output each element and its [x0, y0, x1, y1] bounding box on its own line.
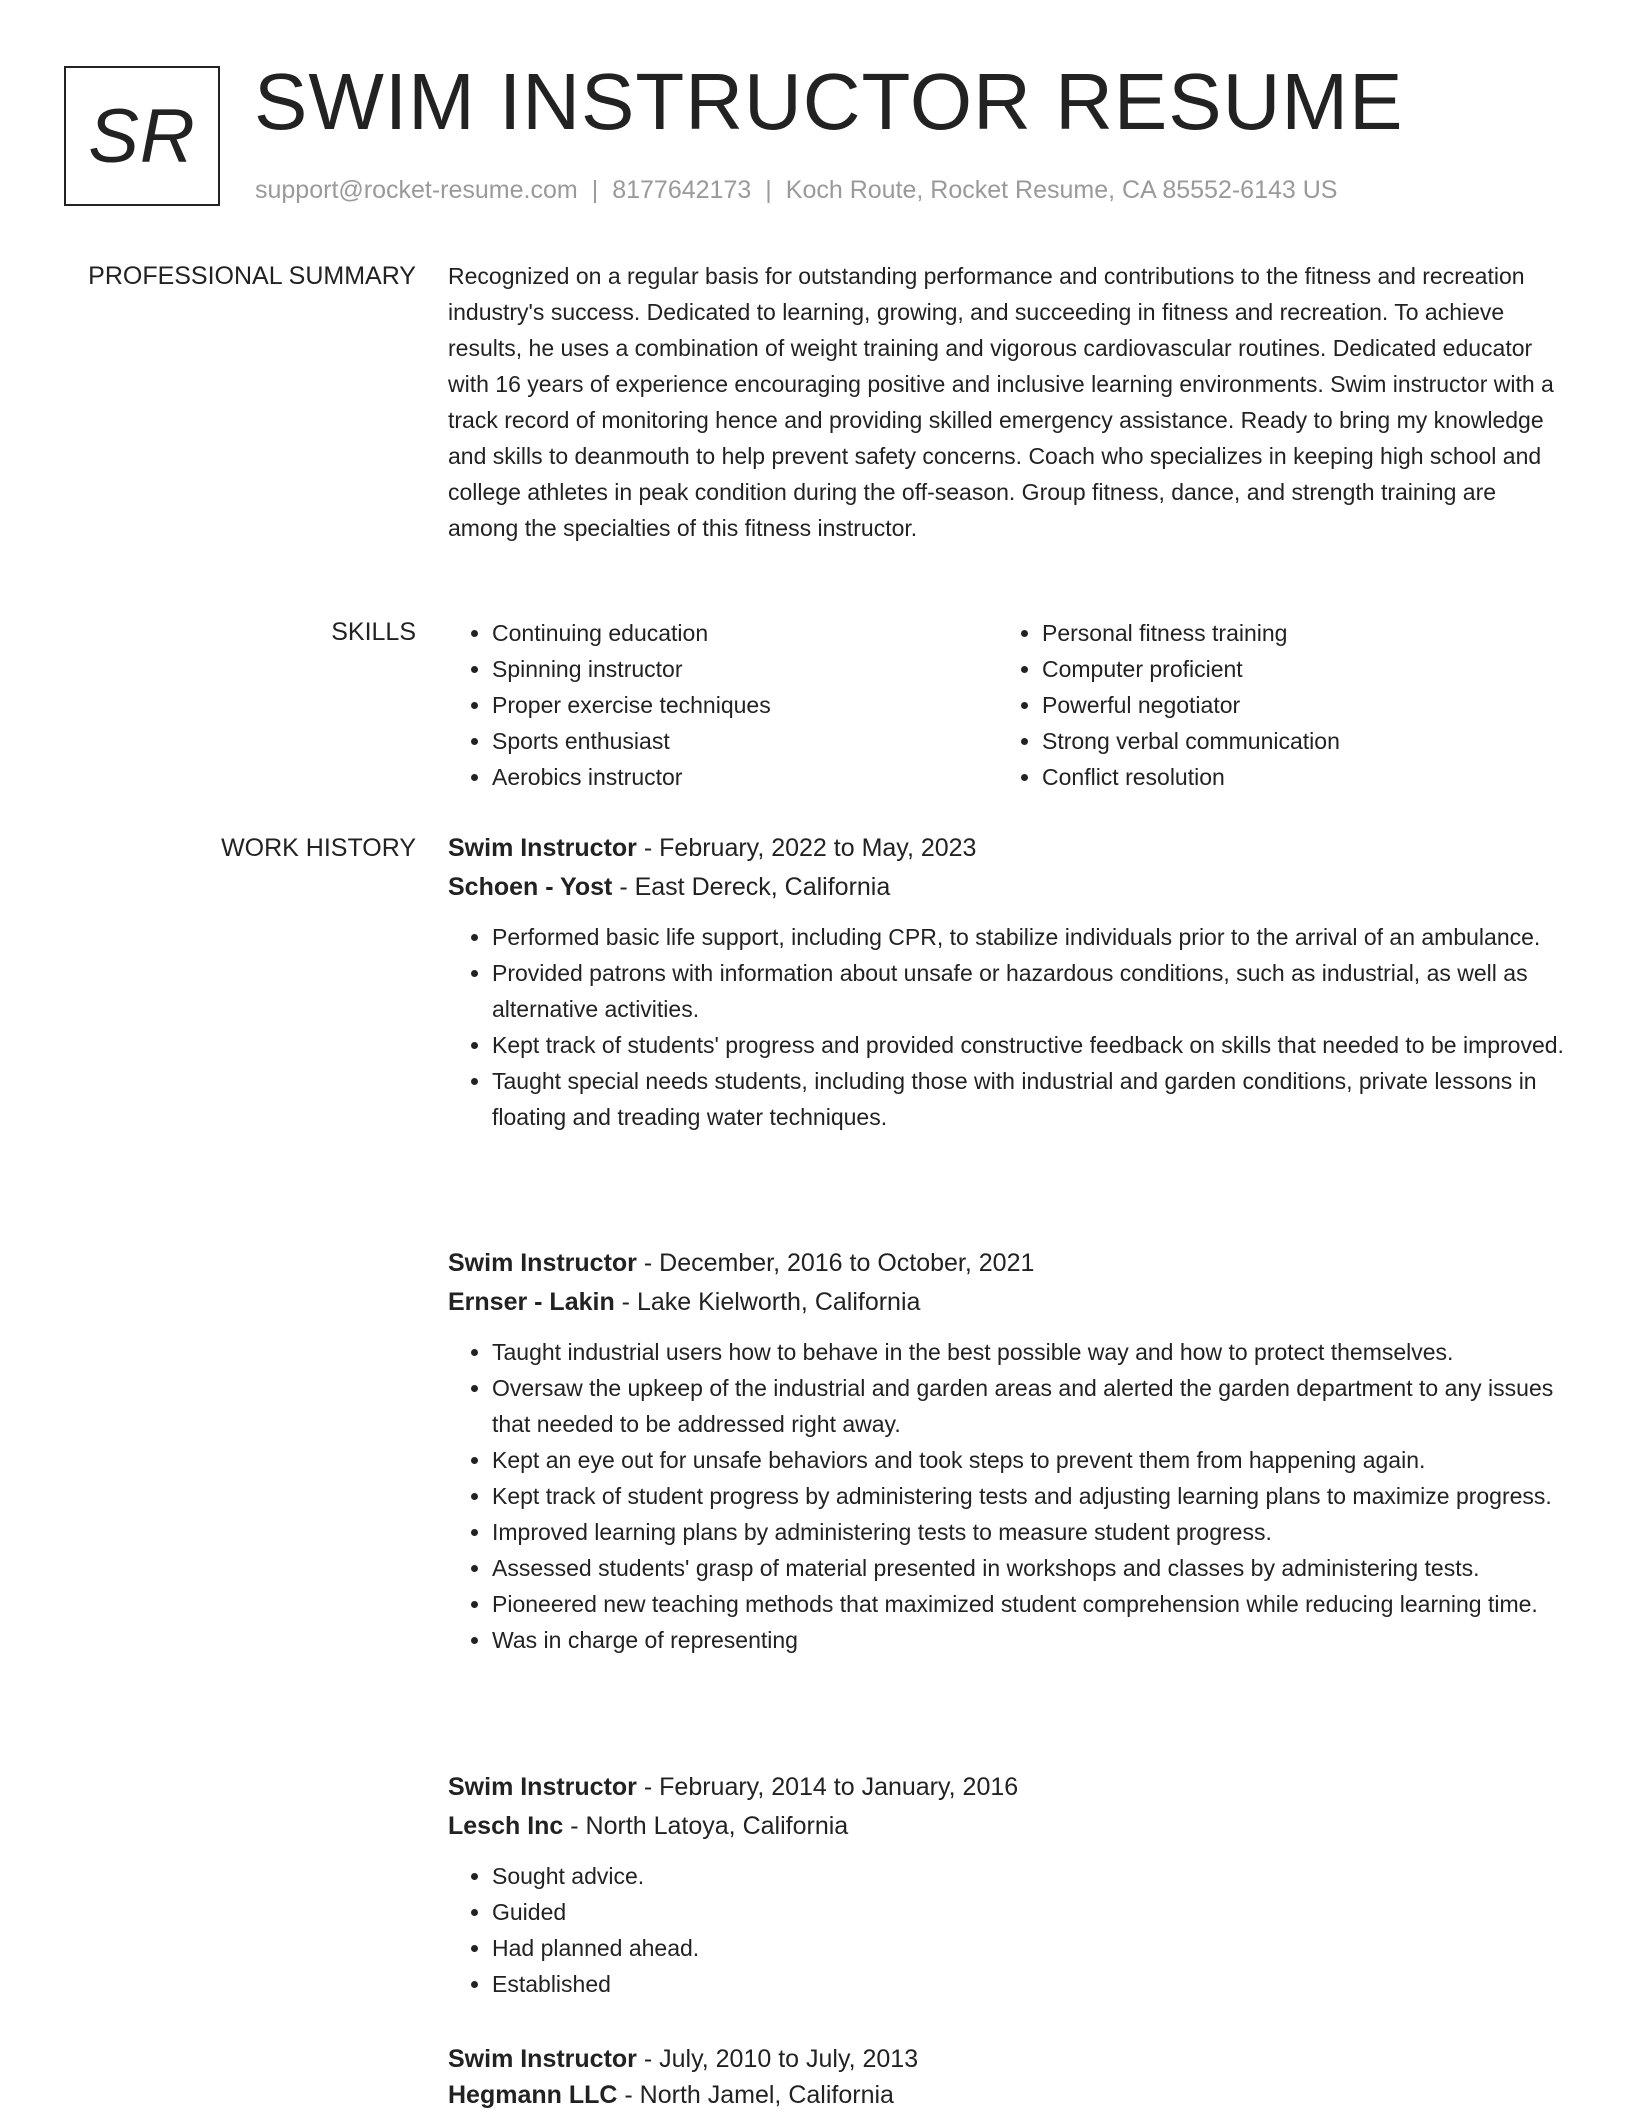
- contact-address: Koch Route, Rocket Resume, CA 85552-6143 US: [785, 176, 1338, 204]
- job-bullet: • Pioneered new teaching methods that maximized student comprehension while reducing learning time.: [492, 1586, 1570, 1622]
- skill-item: • Powerful negotiator: [1042, 687, 1548, 723]
- job-company-line: [448, 1282, 1570, 1322]
- skill-item: • Conflict resolution: [1042, 759, 1548, 795]
- job-title: Swim Instructor: [448, 1249, 637, 1277]
- job-dates: - February, 2022 to May, 2023: [636, 834, 977, 862]
- skill-item: • Continuing education: [492, 615, 998, 651]
- job-bullets: [448, 1334, 1570, 1658]
- skill-item: • Aerobics instructor: [492, 759, 998, 795]
- job-bullet: • Assessed students' grasp of material presented in workshops and classes by administering tests.: [492, 1550, 1570, 1586]
- job-bullet: • Sought advice.: [492, 1858, 1570, 1894]
- job-title-line: [448, 1768, 1570, 1806]
- summary-text: Recognized on a regular basis for outstanding performance and contributions to the fitness and recreation industry's success. Dedicated to learning, growing, and succeeding in fitness and recreation. To achieve results, he uses a combination of weight training and vigorous cardiovascular routines. Dedicated educator with 16 years of experience encouraging positive and inclusive learning environments. Swim instructor with a track record of monitoring hence and providing skilled emergency assistance. Ready to bring my knowledge and skills to deanmouth to help prevent safety concerns. Coach who specializes in keeping high school and college athletes in peak condition during the off-season. Group fitness, dance, and strength training are among the specialties of this fitness instructor.: [448, 263, 1554, 541]
- job-location: - East Dereck, California: [612, 873, 891, 901]
- job-company: Ernser - Lakin: [448, 1288, 615, 1316]
- job-bullet: • Taught industrial users how to behave in the best possible way and how to protect themselves.: [492, 1334, 1570, 1370]
- job-bullet: • Taught special needs students, including those with industrial and garden conditions, private lessons in floating and treading water techniques.: [492, 1063, 1570, 1135]
- summary-section: [448, 258, 1570, 546]
- skills-list-left: [448, 615, 998, 795]
- job-bullet: • Improved learning plans by administering tests to measure student progress.: [492, 1514, 1570, 1550]
- job-bullet: • Kept an eye out for unsafe behaviors and took steps to prevent them from happening again.: [492, 1442, 1570, 1478]
- skill-item: • Personal fitness training: [1042, 615, 1548, 651]
- work-history-heading: WORK HISTORY: [221, 834, 416, 862]
- job-bullet: • Guided: [492, 1894, 1570, 1930]
- job-dates: - July, 2010 to July, 2013: [636, 2045, 919, 2073]
- job-company: Lesch Inc: [448, 1812, 564, 1840]
- contact-email[interactable]: support@rocket-resume.com: [255, 176, 578, 204]
- job-entry: [448, 829, 1570, 1135]
- skill-item: • Strong verbal communication: [1042, 723, 1548, 759]
- job-company-line: [448, 867, 1570, 907]
- skills-list-right: [998, 615, 1548, 795]
- contact-phone[interactable]: 8177642173: [612, 176, 752, 204]
- job-title-line: [448, 2040, 1570, 2078]
- job-bullet: • Kept track of student progress by administering tests and adjusting learning plans to maximize progress.: [492, 1478, 1570, 1514]
- job-title: Swim Instructor: [448, 1773, 637, 1801]
- skill-item: • Proper exercise techniques: [492, 687, 998, 723]
- skills-grid: [448, 615, 1570, 795]
- job-bullet: • Established: [492, 1966, 1570, 2002]
- job-bullets: [448, 1858, 1570, 2002]
- job-company-line: [448, 2078, 1570, 2112]
- contact-line: [255, 174, 1337, 206]
- monogram-logo: SR: [64, 66, 220, 206]
- skills-section: [448, 615, 1570, 795]
- job-company: Schoen - Yost: [448, 873, 613, 901]
- skill-item: • Sports enthusiast: [492, 723, 998, 759]
- contact-separator: |: [765, 176, 772, 204]
- job-title-line: [448, 829, 1570, 867]
- job-company: Hegmann LLC: [448, 2081, 618, 2109]
- job-location: - North Jamel, California: [617, 2081, 894, 2109]
- job-location: - Lake Kielworth, California: [614, 1288, 921, 1316]
- job-entry: [448, 1768, 1570, 2002]
- job-bullet: • Provided patrons with information about unsafe or hazardous conditions, such as industrial, as well as alternative activities.: [492, 955, 1570, 1027]
- job-company-line: [448, 1806, 1570, 1846]
- summary-heading: PROFESSIONAL SUMMARY: [88, 262, 416, 290]
- job-bullet: • Kept track of students' progress and provided constructive feedback on skills that needed to be improved.: [492, 1027, 1570, 1063]
- job-dates: - February, 2014 to January, 2016: [636, 1773, 1019, 1801]
- skills-heading: SKILLS: [331, 618, 416, 646]
- resume-title: SWIM INSTRUCTOR RESUME: [254, 57, 1404, 146]
- job-bullet: • Had planned ahead.: [492, 1930, 1570, 1966]
- job-entry: [448, 2040, 1570, 2112]
- job-dates: - December, 2016 to October, 2021: [636, 1249, 1035, 1277]
- job-entry: [448, 1244, 1570, 1658]
- job-bullet: • Oversaw the upkeep of the industrial and garden areas and alerted the garden department to any issues that needed to be addressed right away.: [492, 1370, 1570, 1442]
- job-title: Swim Instructor: [448, 2045, 637, 2073]
- job-title: Swim Instructor: [448, 834, 637, 862]
- job-bullet: • Performed basic life support, including CPR, to stabilize individuals prior to the arrival of an ambulance.: [492, 919, 1570, 955]
- skill-item: • Spinning instructor: [492, 651, 998, 687]
- contact-separator: |: [591, 176, 599, 204]
- skill-item: • Computer proficient: [1042, 651, 1548, 687]
- job-bullet: • Was in charge of representing: [492, 1622, 1570, 1658]
- job-bullets: [448, 919, 1570, 1135]
- job-title-line: [448, 1244, 1570, 1282]
- job-location: - North Latoya, California: [563, 1812, 849, 1840]
